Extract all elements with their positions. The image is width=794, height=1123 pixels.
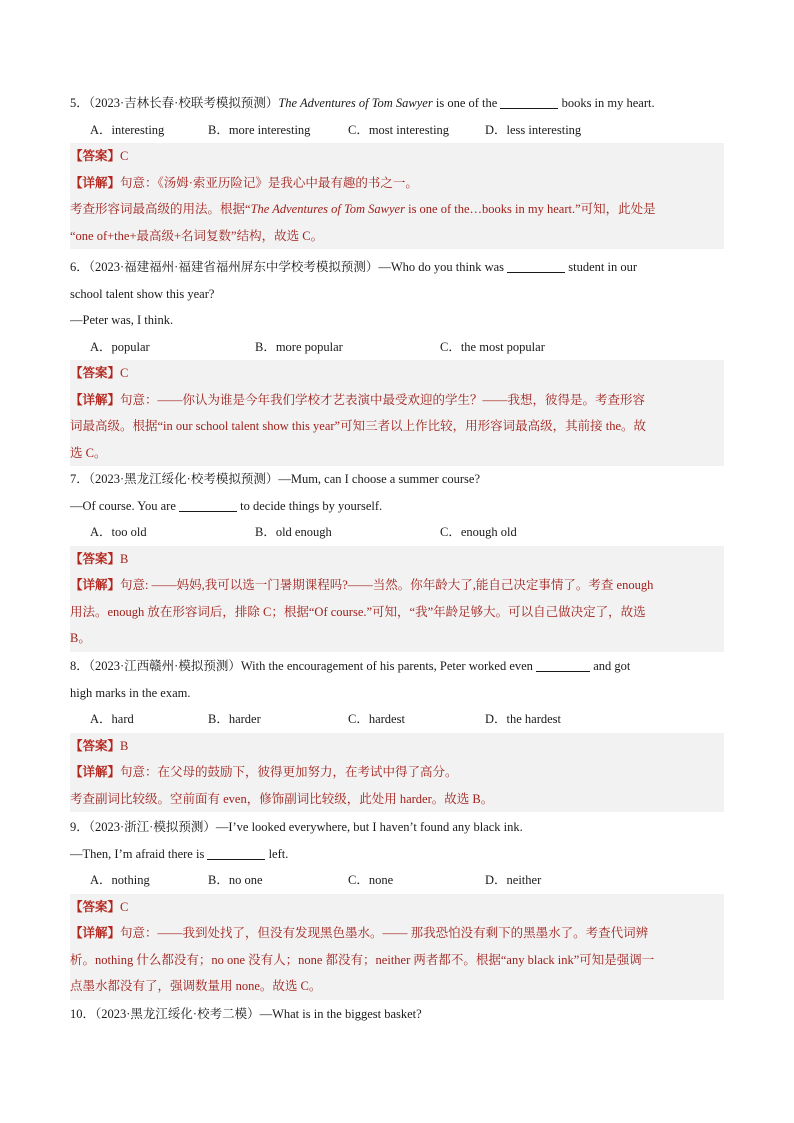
detail-line: 句意：在父母的鼓励下，彼得更加努力，在考试中得了高分。 [120,765,458,779]
option-a: A．interesting [90,122,165,137]
question-stem: 9．（2023·浙江·模拟预测）—I’ve looked everywhere, but I haven’t found any black ink. [70,820,523,834]
answer-box [70,894,724,1000]
option-c: C．most interesting [348,122,450,137]
answer-value: C [120,899,129,914]
question-stem: 7．（2023·黑龙江绥化·校考模拟预测）—Mum, can I choose a summer course? [70,472,480,486]
detail-tag: 【详解】 [70,765,121,779]
detail-line: 考查形容词最高级的用法。根据“The Adventures of Tom Sawyer is one of the…books in my heart.”可知，此处是 [70,202,656,216]
answer-blank [507,258,565,273]
option-c: C．enough old [440,525,517,539]
options-row [70,706,724,733]
answer-blank [207,845,265,860]
answer-value: C [120,149,129,163]
option-b: B．more popular [255,339,343,354]
detail-line: B。 [70,631,91,645]
answer-blank [179,497,237,512]
answer-value: B [120,738,129,753]
detail-line: 句意：——你认为谁是今年我们学校才艺表演中最受欢迎的学生？——我想，彼得是。考查形容 [120,392,646,407]
options-row [70,334,724,361]
detail-line: 词最高级。根据“in our school talent show this year”可知三者以上作比较，用形容词最高级，其前接 the。故 [70,419,646,433]
detail-tag: 【详解】 [70,175,121,190]
option-a: A．too old [90,525,147,539]
question-9 [70,814,724,1000]
answer-box [70,733,724,813]
detail-line: 句意：《汤姆·索亚历险记》是我心中最有趣的书之一。 [120,175,418,190]
question-stem: 10．（2023·黑龙江绥化·校考二模）—What is in the biggest basket? [70,1007,422,1021]
answer-box [70,360,724,466]
answer-value: C [120,366,129,380]
answer-blank [500,94,558,109]
option-a: A．nothing [90,873,150,887]
question-stem-cont: —Of course. You are to decide things by yourself. [70,498,383,513]
question-7 [70,466,724,652]
detail-line: 考查副词比较级。空前面有 even，修饰副词比较级，此处用 harder。故选 B。 [70,791,494,806]
question-stem-cont: —Then, I’m afraid there is left. [70,846,289,861]
option-d: D．the hardest [485,712,562,726]
options-row [70,117,724,144]
detail-tag: 【详解】 [70,578,121,592]
answer-tag: 【答案】 [70,738,121,753]
answer-tag: 【答案】 [70,899,121,914]
option-b: B．harder [208,712,261,726]
question-5 [70,90,724,249]
option-c: C．the most popular [440,339,545,354]
option-d: D．neither [485,873,542,887]
option-a: A．popular [90,339,150,354]
answer-box [70,546,724,652]
options-row [70,867,724,894]
question-stem: 8．（2023·江西赣州·模拟预测）With the encouragement of his parents, Peter worked even and got [70,659,631,673]
answer-value: B [120,551,129,566]
option-b: B．more interesting [208,122,311,137]
detail-line: “one of+the+最高级+名词复数”结构，故选 C。 [70,228,324,243]
question-stem: 6．（2023·福建福州·福建省福州屏东中学校考模拟预测）—Who do you think was student in our [70,260,638,274]
detail-line: 选 C。 [70,445,107,460]
option-a: A．hard [90,712,134,726]
question-stem-cont: high marks in the exam. [70,685,191,700]
dialogue-reply: —Peter was, I think. [70,313,174,327]
question-10 [70,1001,724,1028]
answer-box [70,143,724,249]
detail-tag: 【详解】 [70,926,121,940]
detail-line: 点墨水都没有了，强调数量用 none。故选 C。 [70,979,322,993]
answer-tag: 【答案】 [70,551,121,566]
question-6 [70,254,724,466]
option-b: B．no one [208,873,263,887]
option-b: B．old enough [255,525,332,539]
detail-tag: 【详解】 [70,392,121,407]
answer-tag: 【答案】 [70,366,121,380]
detail-line: 用法。enough 放在形容词后，排除 C；根据“Of course.”可知，“我”年龄足够大。可以自己做决定了，故选 [70,604,646,619]
option-d: D．less interesting [485,122,582,137]
options-row [70,519,724,546]
option-c: C．none [348,873,394,887]
answer-tag: 【答案】 [70,149,121,163]
detail-line: 析。nothing 什么都没有；no one 没有人；none 都没有；neither 两者都不。根据“any black ink”可知是强调一 [70,952,655,967]
answer-blank [536,657,590,672]
question-stem: 5．（2023·吉林长春·校联考模拟预测）The Adventures of Tom Sawyer is one of the books in my heart. [70,96,655,110]
question-stem-cont: school talent show this year? [70,286,215,301]
detail-line: 句意: ——妈妈,我可以选一门暑期课程吗?——当然。你年龄大了,能自己决定事情了。考查 enough [120,578,654,592]
question-8 [70,653,724,812]
option-c: C．hardest [348,712,405,726]
detail-line: 句意：——我到处找了，但没有发现黑色墨水。—— 那我恐怕没有剩下的黑墨水了。考查代词辨 [120,926,649,940]
